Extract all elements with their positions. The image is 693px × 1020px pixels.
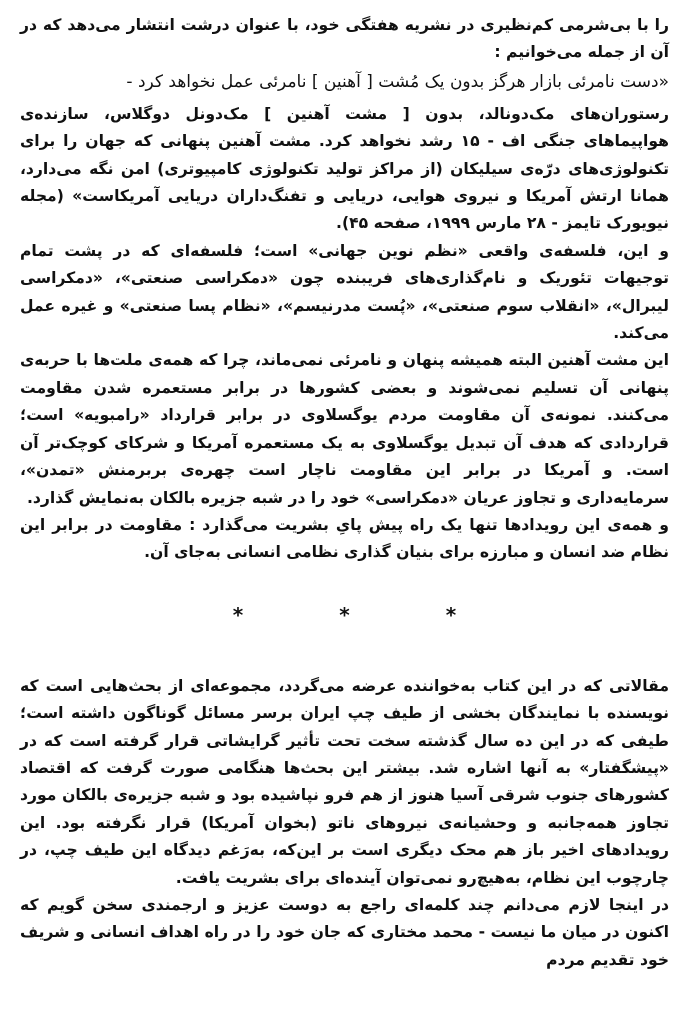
paragraph-new-world-order: و این، فلسفه‌ی واقعی «نظم نوین جهانی» است؛ فلسفه‌ای که در پشت تمام توجیهات تئوریک و نام‌گذاری‌های فریبنده چون «دمکراسی صنعتی»، «دمکراسی لیبرال»، «انقلاب سوم صنعتی»، «پُست مدرنیسم»، «نظام پسا صنعتی» و غیره عمل می‌کند. — [20, 241, 669, 343]
separator-star: * — [339, 602, 350, 627]
paragraph-mcdonalds: رستوران‌های مک‌دونالد، بدون [ مشت آهنین ] مک‌دونل دوگلاس، سازنده‌ی هواپیماهای جنگی اف - ۱۵ رشد نخواهد کرد. مشت آهنین پنهانی که جهان را برای تکنولوژی‌های درّه‌ی سیلیکان (از مراکز تولید تکنولوژی کامپیوتری) امن نگه می‌دارد، همانا ارتش آمریکا و نیروی هوایی، دریایی و تفنگ‌داران دریایی آمریکاست» (مجله نیویورک تایمز - ۲۸ مارس ۱۹۹۹، صفحه ۴۵). — [20, 104, 669, 233]
paragraph-iron-fist: این مشت آهنین البته همیشه پنهان و نامرئی نمی‌ماند، چرا که همه‌ی ملت‌ها با حربه‌ی پنهانی آن تسلیم نمی‌شوند و بعضی کشورها در برابر مستعمره شدن مقاومت می‌کنند. نمونه‌ی آن مقاومت مردم یوگسلاوی در برابر قرارداد «رامبویه» است؛ قراردادی که هدف آن تبدیل یوگسلاوی به یک مستعمره آمریکا و شرکای کوچک‌تر آن است. و آمریکا در برابر این مقاومت ناچار است چهره‌ی بربرمنش «تمدن»، سرمایه‌داری و تجاوز عریان «دمکراسی» خود را در شبه جزیره بالکان به‌نمایش گذارد. — [20, 351, 669, 507]
separator-star: * — [232, 602, 244, 627]
paragraph-resistance: و همه‌ی این رویدادها تنها یک راه پیش پایِ بشریت می‌گذارد : مقاومت در برابر این نظام ضد انسان و مبارزه برای بنیان گذاری نظامی انسانی به‌جای آن. — [20, 515, 669, 562]
paragraph-intro: را با بی‌شرمی کم‌نظیری در نشریه هفتگی خود، با عنوان درشت انتشار می‌دهد که در آن از جمله می‌خوانیم : — [20, 16, 669, 62]
paragraph-articles: مقالاتی که در این کتاب به‌خواننده عرضه می‌گردد، مجموعه‌ای از بحث‌هایی است که نویسنده با نمایندگان بخشی از طیف چپ ایران برسر مسائل گوناگون داشته است؛ طیفی که در این ده سال گذشته سخت تحت تأثیر گرایشاتی قرار گرفته است که در «پیشگفتار» به آنها اشاره شد. بیشتر این بحث‌ها هنگامی صورت گرفت که اقتصاد کشورهای جنوب شرقی آسیا هنوز از هم فرو نپاشیده بود و شبه جزیره‌ی بالکان مورد تجاوز همه‌جانبه و وحشیانه‌ی نیروهای ناتو (بخوان آمریکا) قرار نگرفته بود. این رویدادهای اخیر باز هم محک دیگری است بر این‌که، به‌رَغم دیدگاه این طیف چپ، در چارچوب این نظام، به‌هیچ‌رو نمی‌توان آینده‌ای برای بشریت یافت. — [20, 676, 669, 887]
paragraph-mokhtari: در اینجا لازم می‌دانم چند کلمه‌ای راجع به دوست عزیز و ارجمندی سخن گویم که اکنون در میان ما نیست - محمد مختاری که جان خود را در راه اهداف انسانی و شریف خود تقدیم مردم — [20, 895, 669, 969]
separator-star: * — [445, 602, 457, 627]
quote-line: «دست نامرئی بازار هرگز بدون یک مُشت [ آهنین ] نامرئی عمل نخواهد کرد - — [126, 71, 669, 92]
section-separator — [20, 602, 669, 627]
